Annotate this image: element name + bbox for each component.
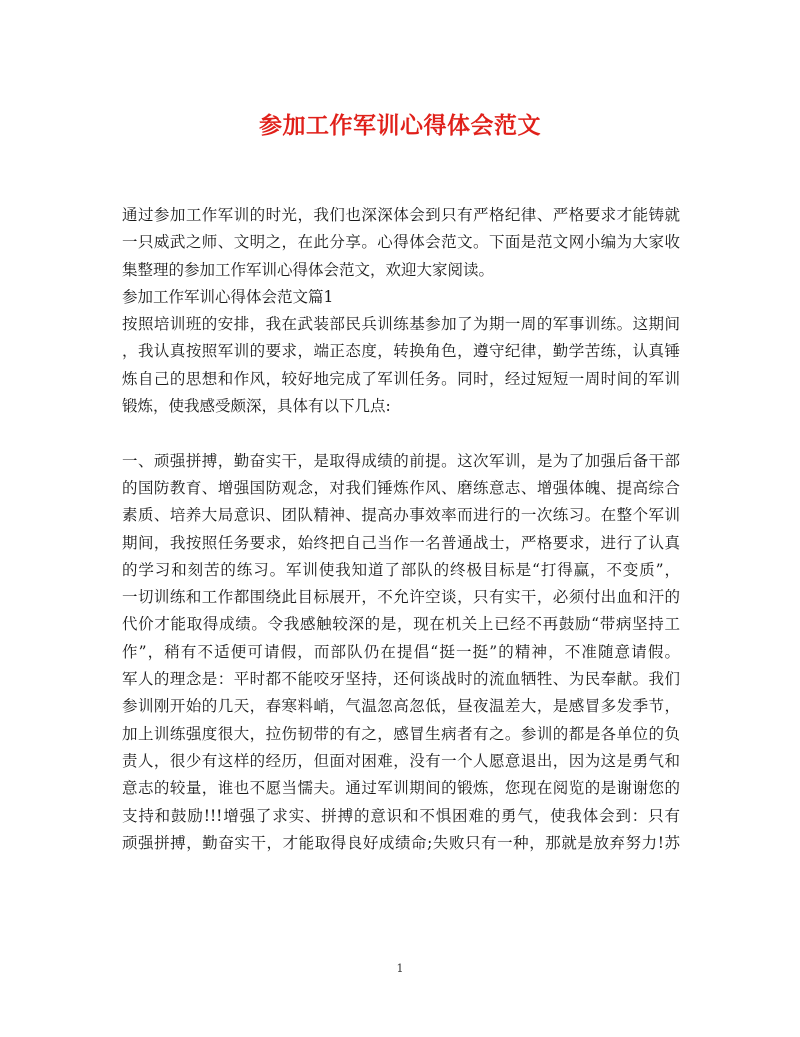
paragraph-line: 代价才能取得成绩。令我感触较深的是，现在机关上已经不再鼓励“带病坚持工 — [122, 615, 680, 634]
paragraph-line: 一切训练和工作都围绕此目标展开，不允许空谈，只有实干，必须付出血和汗的 — [122, 588, 680, 607]
document-title: 参加工作军训心得体会范文 — [259, 112, 541, 139]
intro-line: 一只威武之师、文明之，在此分享。心得体会范文。下面是范文网小编为大家收 — [122, 233, 680, 252]
paragraph-line: 责人，很少有这样的经历，但面对困难，没有一个人愿意退出，因为这是勇气和 — [122, 751, 680, 770]
paragraph-line: 加上训练强度很大，拉伤韧带的有之，感冒生病者有之。参训的都是各单位的负 — [122, 724, 680, 743]
paragraph-line: 支持和鼓励!!!增强了求实、拼搏的意识和不惧困难的勇气，使我体会到：只有 — [122, 806, 680, 825]
paragraph-line: 顽强拼搏，勤奋实干，才能取得良好成绩命;失败只有一种，那就是放弃努力!苏 — [122, 833, 680, 852]
intro-line: 集整理的参加工作军训心得体会范文，欢迎大家阅读。 — [122, 260, 495, 279]
paragraph-line: ，我认真按照军训的要求，端正态度，转换角色，遵守纪律，勤学苦练，认真锤 — [122, 342, 680, 361]
paragraph-line: 的国防教育、增强国防观念，对我们锤炼作风、磨练意志、增强体魄、提高综合 — [122, 478, 680, 497]
paragraph-line: 按照培训班的安排，我在武装部民兵训练基参加了为期一周的军事训练。这期间 — [122, 315, 680, 334]
document-body — [122, 202, 680, 857]
paragraph-line: 作”，稍有不适便可请假，而部队仍在提倡“挺一挺”的精神，不准随意请假。 — [122, 642, 680, 661]
paragraph-line: 一、顽强拼搏，勤奋实干，是取得成绩的前提。这次军训，是为了加强后备干部 — [122, 451, 680, 470]
page-number: 1 — [396, 962, 404, 975]
section-heading: 参加工作军训心得体会范文篇1 — [122, 287, 334, 306]
paragraph-spacer — [122, 420, 680, 447]
intro-line: 通过参加工作军训的时光，我们也深深体会到只有严格纪律、严格要求才能铸就 — [122, 206, 680, 224]
paragraph-line: 素质、培养大局意识、团队精神、提高办事效率而进行的一次练习。在整个军训 — [122, 506, 680, 525]
paragraph-line: 参训刚开始的几天，春寒料峭，气温忽高忽低，昼夜温差大，是感冒多发季节， — [122, 697, 680, 716]
paragraph-line: 意志的较量，谁也不愿当懦夫。通过军训期间的锻炼，您现在阅览的是谢谢您的 — [122, 779, 680, 798]
paragraph-line: 的学习和刻苦的练习。军训使我知道了部队的终极目标是“打得赢，不变质”， — [122, 560, 680, 579]
paragraph-line: 炼自己的思想和作风，较好地完成了军训任务。同时，经过短短一周时间的军训 — [122, 369, 680, 388]
paragraph-line: 期间，我按照任务要求，始终把自己当作一名普通战士，严格要求，进行了认真 — [122, 533, 680, 552]
paragraph-line: 锻炼，使我感受颇深，具体有以下几点: — [122, 397, 391, 416]
paragraph-line: 军人的理念是：平时都不能咬牙坚持，还何谈战时的流血牺牲、为民奉献。我们 — [122, 670, 680, 689]
